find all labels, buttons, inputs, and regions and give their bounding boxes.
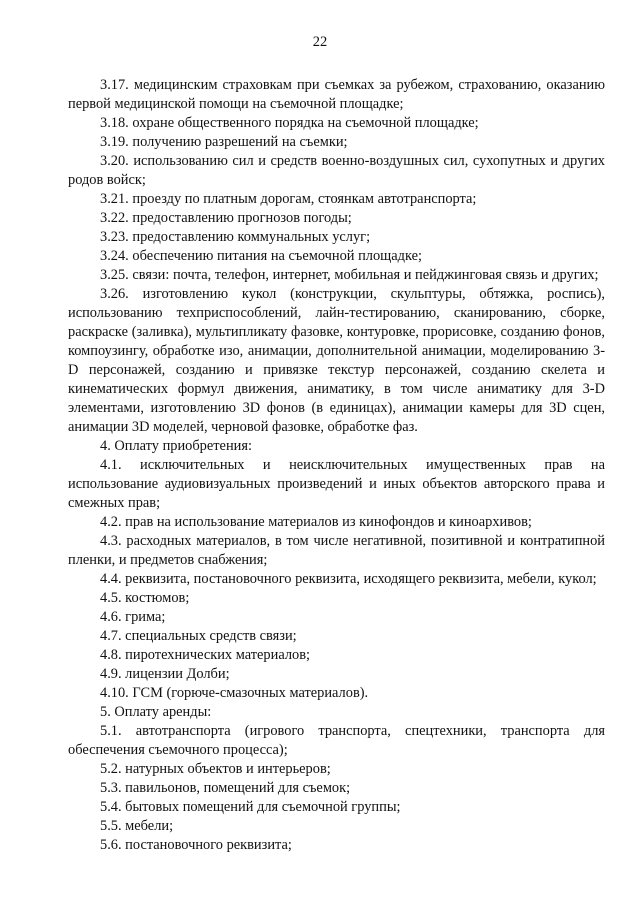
paragraph-4-6: 4.6. грима; bbox=[100, 609, 166, 625]
paragraph-4-5: 4.5. костюмов; bbox=[100, 590, 190, 606]
body-text bbox=[68, 76, 605, 855]
paragraph-4-10: 4.10. ГСМ (горюче-смазочных материалов). bbox=[100, 685, 369, 701]
paragraph-5-4: 5.4. бытовых помещений для съемочной группы; bbox=[100, 799, 401, 815]
paragraph-4-1: 4.1. исключительных и неисключительных имущественных прав на использование аудиовизуальных произведений и иных объектов авторского права и смежных прав; bbox=[68, 457, 605, 511]
paragraph-5-1: 5.1. автотранспорта (игрового транспорта, спецтехники, транспорта для обеспечения съемочного процесса); bbox=[68, 723, 605, 758]
paragraph-4-7: 4.7. специальных средств связи; bbox=[100, 628, 297, 644]
paragraph-5-2: 5.2. натурных объектов и интерьеров; bbox=[100, 761, 331, 777]
paragraph-5-6: 5.6. постановочного реквизита; bbox=[100, 837, 292, 853]
paragraph-3-20: 3.20. использованию сил и средств военно-воздушных сил, сухопутных и других родов войск; bbox=[68, 153, 605, 188]
paragraph-3-19: 3.19. получению разрешений на съемки; bbox=[100, 134, 348, 150]
paragraph-3-22: 3.22. предоставлению прогнозов погоды; bbox=[100, 210, 352, 226]
paragraph-3-17: 3.17. медицинским страховкам при съемках за рубежом, страхованию, оказанию первой медицинской помощи на съемочной площадке; bbox=[68, 77, 605, 112]
paragraph-3-25: 3.25. связи: почта, телефон, интернет, мобильная и пейджинговая связь и других; bbox=[100, 267, 599, 283]
paragraph-4-4: 4.4. реквизита, постановочного реквизита, исходящего реквизита, мебели, кукол; bbox=[100, 571, 597, 587]
paragraph-3-18: 3.18. охране общественного порядка на съемочной площадке; bbox=[100, 115, 479, 131]
page-number: 22 bbox=[312, 34, 328, 50]
paragraph-4-3: 4.3. расходных материалов, в том числе негативной, позитивной и контратипной пленки, и предметов снабжения; bbox=[68, 533, 605, 568]
paragraph-3-26: 3.26. изготовлению кукол (конструкции, скульптуры, обтяжка, роспись), использованию техприспособлений, лайн-тестированию, сканированию, сборке, раскраске (заливка), мультипликату фазовке, контуровке, прорисовке, созданию фонов, компоузингу, обработке изо, анимации, дополнительной анимации, моделированию 3-D персонажей, созданию и привязке текстур персонажей, созданию скелета и кинематических формул движения, аниматику, в том числе аниматику для 3-D элементами, изготовлению 3D фонов (в единицах), анимации камеры для 3D сцен, анимации 3D моделей, черновой фазовке, обработке фаз. bbox=[68, 286, 605, 435]
section-heading-5: 5. Оплату аренды: bbox=[100, 704, 212, 720]
paragraph-3-23: 3.23. предоставлению коммунальных услуг; bbox=[100, 229, 371, 245]
paragraph-4-9: 4.9. лицензии Долби; bbox=[100, 666, 230, 682]
paragraph-5-5: 5.5. мебели; bbox=[100, 818, 174, 834]
paragraph-3-21: 3.21. проезду по платным дорогам, стоянкам автотранспорта; bbox=[100, 191, 477, 207]
paragraph-3-24: 3.24. обеспечению питания на съемочной площадке; bbox=[100, 248, 422, 264]
paragraph-4-2: 4.2. прав на использование материалов из кинофондов и киноархивов; bbox=[100, 514, 532, 530]
paragraph-4-8: 4.8. пиротехнических материалов; bbox=[100, 647, 311, 663]
paragraph-5-3: 5.3. павильонов, помещений для съемок; bbox=[100, 780, 351, 796]
section-heading-4: 4. Оплату приобретения: bbox=[100, 438, 252, 454]
